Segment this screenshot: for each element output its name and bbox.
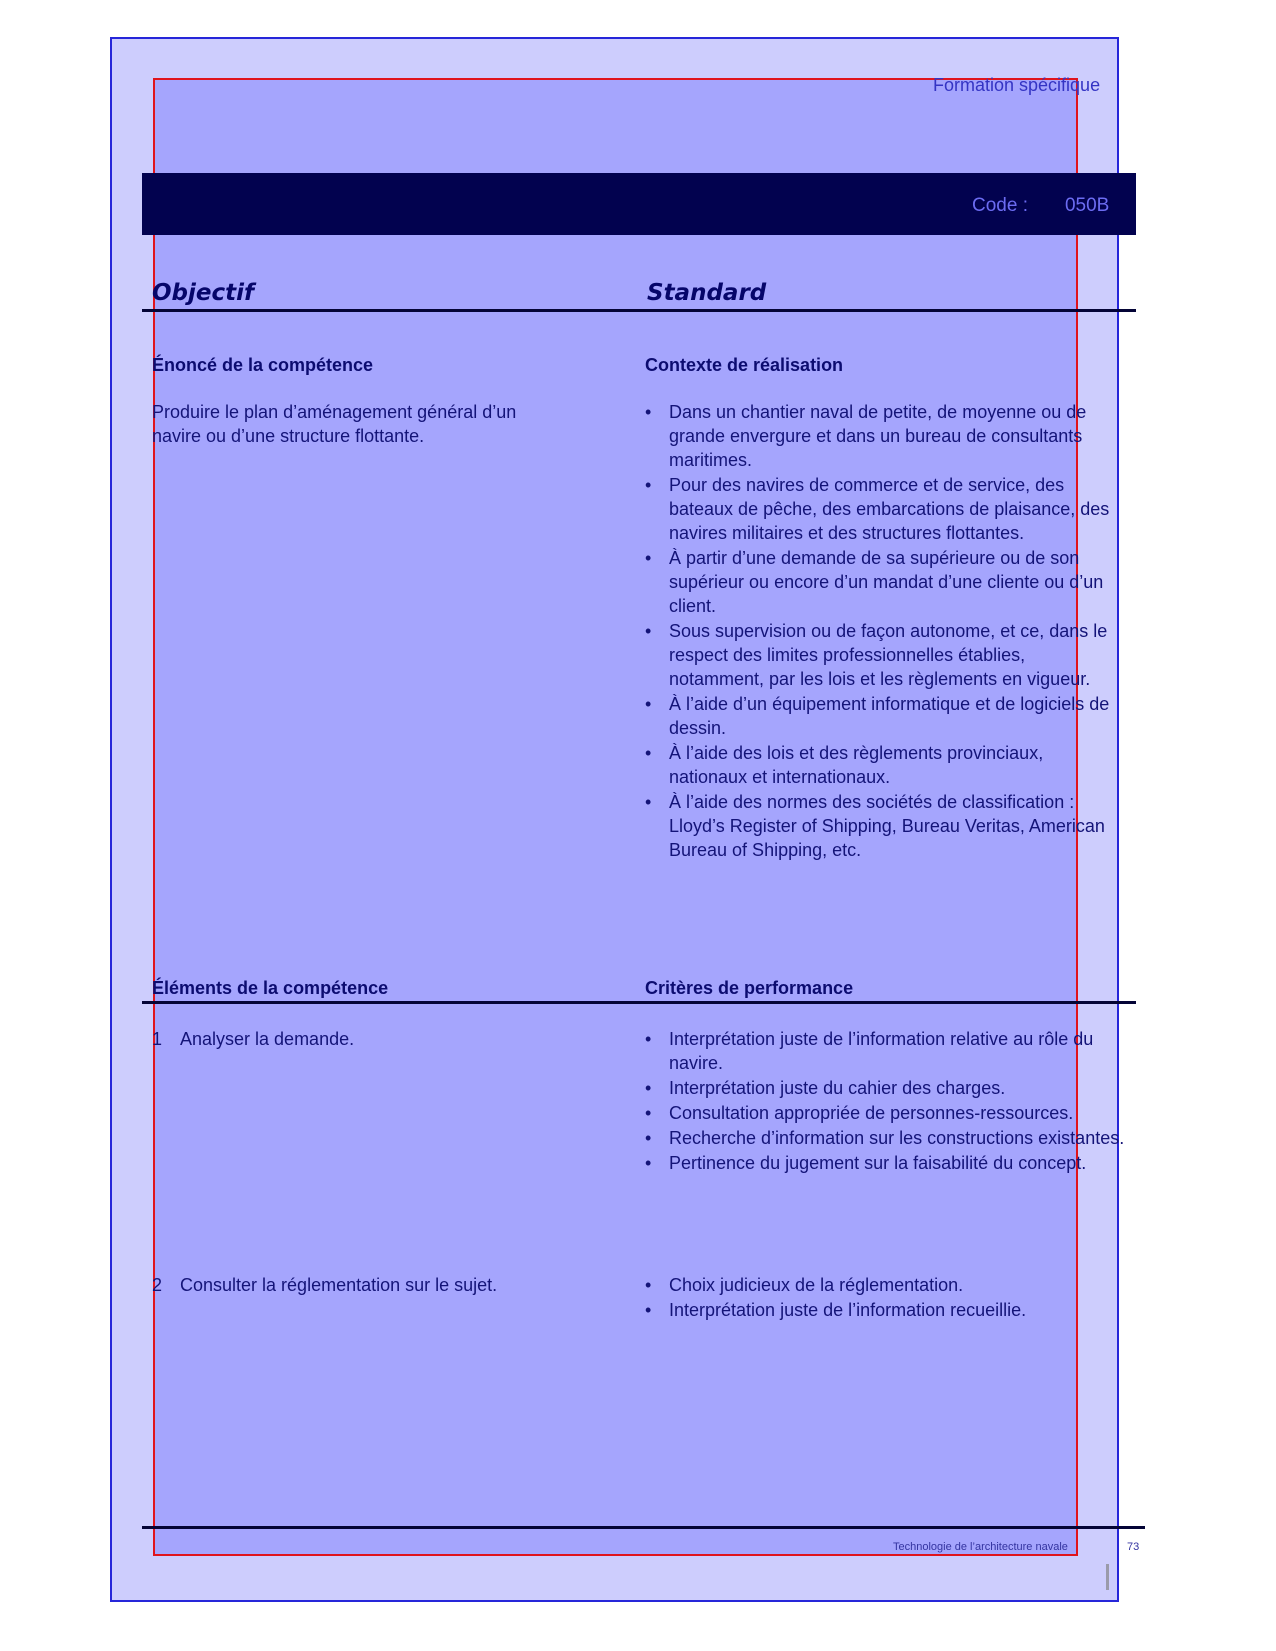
bullet-icon: • (645, 621, 652, 641)
context-heading: Contexte de réalisation (645, 355, 844, 375)
bullet-icon: • (645, 1103, 652, 1123)
competency-statement (152, 400, 516, 448)
bullet-icon: • (645, 1275, 652, 1295)
context-item: • Sous supervision ou de façon autonome, et ce, dans le respect des limites professionnelles établies, notamment, par les lois et les règlements en vigueur. (645, 621, 1108, 689)
element-text: Analyser la demande. (180, 1029, 355, 1049)
element-text: Consulter la réglementation sur le sujet. (180, 1275, 498, 1295)
statement-line: navire ou d’une structure flottante. (152, 426, 425, 446)
bullet-icon: • (645, 694, 652, 714)
statement-line: Produire le plan d’aménagement général d’un (152, 402, 517, 422)
code-label: Code : (972, 195, 1028, 216)
running-header: Formation spécifique (933, 75, 1101, 95)
element-number: 1 (152, 1029, 163, 1049)
bullet-icon: • (645, 792, 652, 812)
page-number: 73 (1127, 1541, 1140, 1553)
elements-heading: Éléments de la compétence (152, 978, 389, 998)
criterion-item: • Choix judicieux de la réglementation. (645, 1275, 964, 1295)
bullet-icon: • (645, 743, 652, 763)
code-value: 050B (1064, 195, 1110, 216)
criterion-item: • Recherche d’information sur les constructions existantes. (645, 1128, 1125, 1148)
element-number: 2 (152, 1275, 163, 1295)
context-item: • À l’aide des normes des sociétés de classification : Lloyd’s Register of Shipping, Bureau Veritas, American Bureau of Shipping, etc. (645, 792, 1105, 860)
page-edge-mark (1106, 1564, 1109, 1590)
footer-program: Technologie de l’architecture navale (893, 1541, 1068, 1553)
title-rule (142, 309, 1136, 312)
bullet-icon: • (645, 1078, 652, 1098)
bullet-icon: • (645, 1128, 652, 1148)
section-rule (142, 1001, 1136, 1004)
bullet-icon: • (645, 402, 652, 422)
criterion-item: • Interprétation juste du cahier des charges. (645, 1078, 1006, 1098)
criteria-heading: Critères de performance (645, 978, 854, 998)
objective-title: Objectif (152, 280, 255, 306)
bullet-icon: • (645, 548, 652, 568)
bullet-icon: • (645, 475, 652, 495)
standard-title: Standard (647, 280, 767, 306)
statement-heading: Énoncé de la compétence (152, 355, 374, 375)
element-2 (152, 1273, 497, 1297)
context-item: • À partir d’une demande de sa supérieure ou de son supérieur ou encore d’un mandat d’une cliente ou d’un client. (645, 548, 1104, 616)
competency-code (972, 195, 1109, 217)
bullet-icon: • (645, 1029, 652, 1049)
criterion-item: • Pertinence du jugement sur la faisabilité du concept. (645, 1153, 1087, 1173)
context-list (645, 400, 1125, 863)
context-item: • Dans un chantier naval de petite, de moyenne ou de grande envergure et dans un bureau de consultants maritimes. (645, 402, 1087, 470)
criteria-list-2 (645, 1273, 1125, 1323)
context-item: • À l’aide d’un équipement informatique et de logiciels de dessin. (645, 694, 1110, 738)
bullet-icon: • (645, 1300, 652, 1320)
criterion-item: • Consultation appropriée de personnes-ressources. (645, 1103, 1074, 1123)
context-item: • À l’aide des lois et des règlements provinciaux, nationaux et internationaux. (645, 743, 1044, 787)
context-item: • Pour des navires de commerce et de service, des bateaux de pêche, des embarcations de plaisance, des navires militaires et des structures flottantes. (645, 475, 1110, 543)
criterion-item: • Interprétation juste de l’information recueillie. (645, 1300, 1027, 1320)
footer-rule (142, 1526, 1145, 1529)
bullet-icon: • (645, 1153, 652, 1173)
criteria-list-1 (645, 1027, 1125, 1176)
element-1 (152, 1027, 354, 1051)
criterion-item: • Interprétation juste de l’information relative au rôle du navire. (645, 1029, 1094, 1073)
